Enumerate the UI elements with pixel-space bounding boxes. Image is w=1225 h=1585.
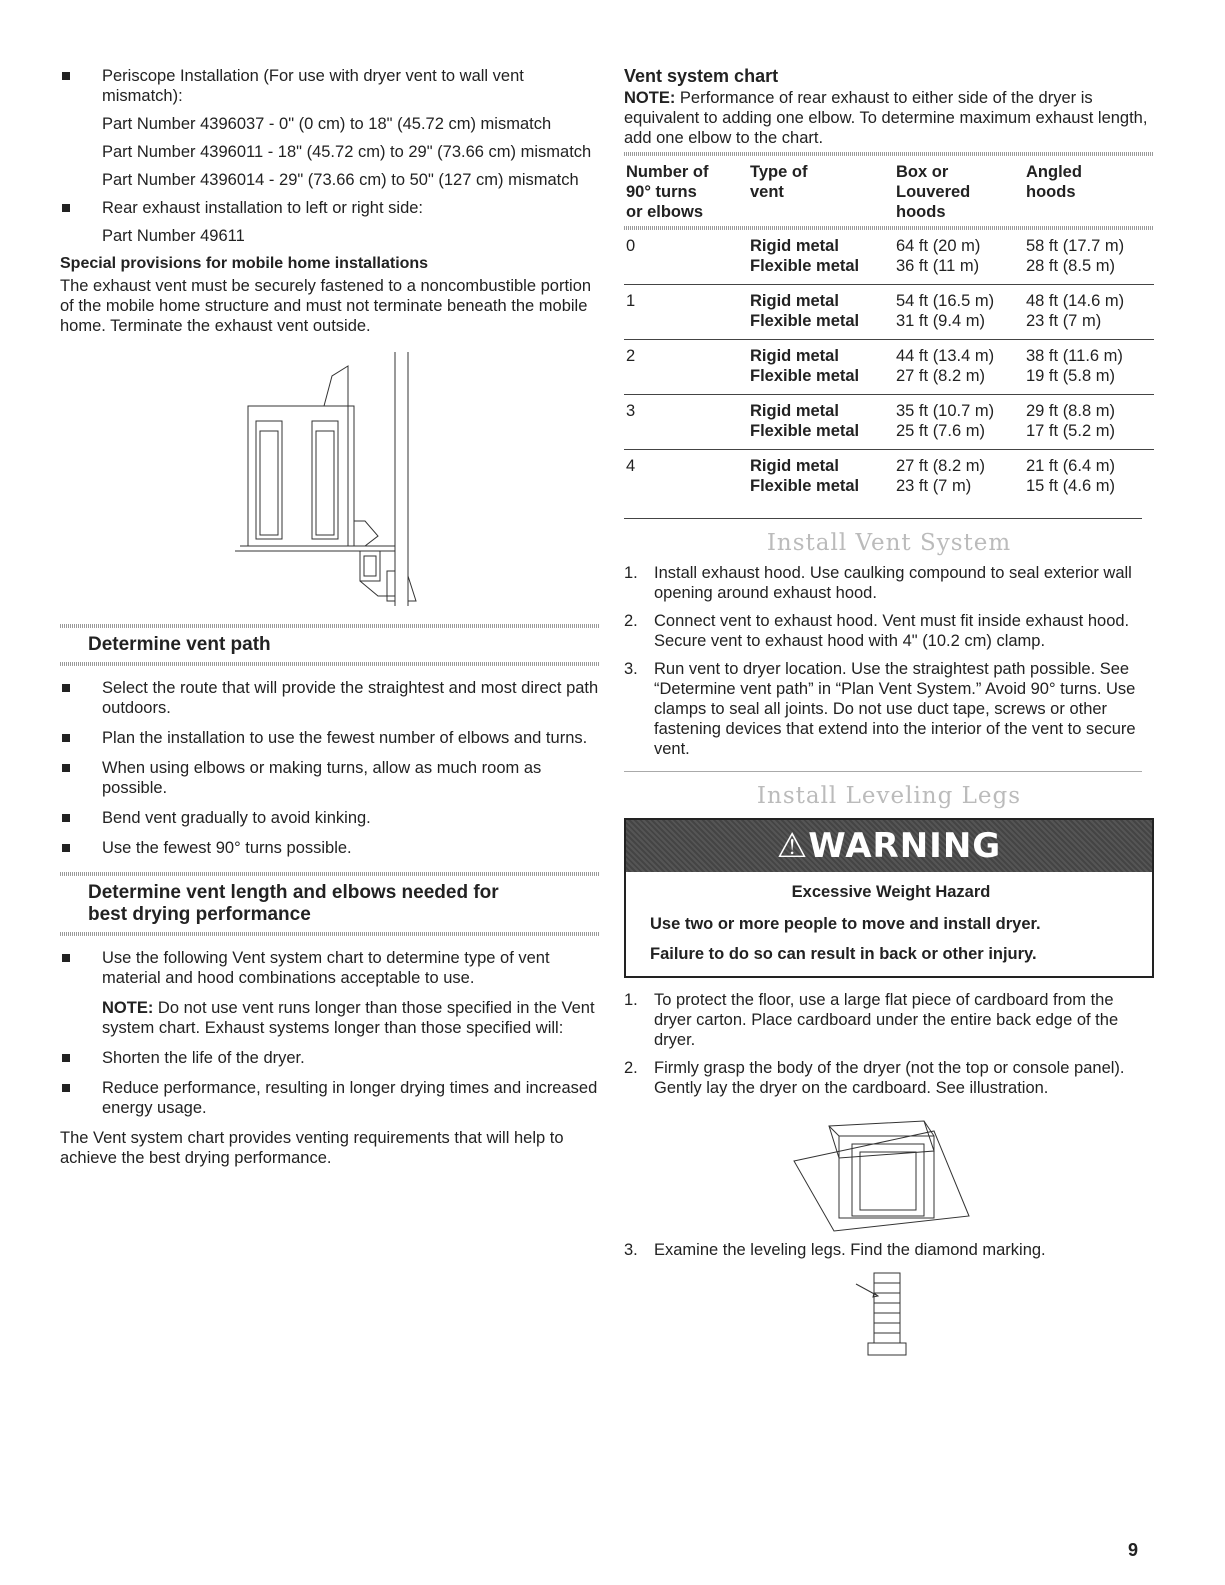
warning-line: Failure to do so can result in back or other injury. [650, 945, 1037, 963]
vent-type-cell: Rigid metal Flexible metal [750, 340, 896, 395]
divider [624, 518, 1142, 519]
note-paragraph [60, 998, 600, 1038]
divider [60, 872, 600, 876]
vent-type-cell: Rigid metal Flexible metal [750, 395, 896, 450]
table-row [624, 285, 1154, 340]
table-row [624, 395, 1154, 450]
table-header-row [624, 158, 1154, 224]
list-item: Reduce performance, resulting in longer drying times and increased energy usage. [30, 1078, 600, 1118]
list-item: 3. Examine the leveling legs. Find the diamond marking. [624, 1241, 1046, 1259]
list-item: 1. To protect the floor, use a large flat piece of cardboard from the dryer carton. Place cardboard under the entire back edge of the dryer. [624, 991, 1119, 1049]
divider [624, 152, 1154, 156]
list-item: 3. Run vent to dryer location. Use the straightest path possible. See “Determine vent path” in “Plan Vent System.” Avoid 90° turns. Use clamps to seal all joints. Do not use duct tape, screws or other fastening devices that extend into the interior of the vent to secure vent. [624, 660, 1136, 758]
table-row [624, 450, 1154, 505]
dryer-cardboard-illustration [624, 1106, 1154, 1236]
list-item: Select the route that will provide the straightest and most direct path outdoors. [60, 678, 600, 718]
list-item: 2. Firmly grasp the body of the dryer (not the top or console panel). Gently lay the dryer on the cardboard. See illustration. [624, 1059, 1125, 1097]
turns-cell: 2 [624, 340, 750, 395]
list-item: Use the following Vent system chart to determine type of vent material and hood combinations acceptable to use. [60, 948, 600, 988]
turns-cell: 1 [624, 285, 750, 340]
closing-paragraph: The Vent system chart provides venting requirements that will help to achieve the best drying performance. [60, 1129, 564, 1167]
turns-cell: 0 [624, 230, 750, 285]
angled-hood-cell: 48 ft (14.6 m) 23 ft (7 m) [1026, 285, 1154, 340]
box-hood-cell: 35 ft (10.7 m) 25 ft (7.6 m) [896, 395, 1026, 450]
page-number: 9 [1128, 1540, 1139, 1560]
box-hood-cell: 27 ft (8.2 m) 23 ft (7 m) [896, 457, 985, 495]
list-item: Use the fewest 90° turns possible. [60, 838, 600, 858]
divider [60, 932, 600, 936]
warning-banner [626, 820, 1152, 872]
warning-box [624, 818, 1154, 978]
header-angled-hoods: Angled hoods [1026, 163, 1082, 201]
install-vent-heading: Install Vent System [766, 530, 1012, 556]
note-label: NOTE: [102, 999, 154, 1017]
warning-label: ⚠WARNING [776, 826, 1002, 866]
header-box-hoods: Box or Louvered hoods [896, 163, 971, 221]
table-row [624, 340, 1154, 395]
part-number: Part Number 4396014 - 29" (73.66 cm) to 50" (127 cm) mismatch [102, 171, 579, 189]
part-number: Part Number 4396011 - 18" (45.72 cm) to 29" (73.66 cm) mismatch [102, 143, 592, 161]
list-item: Plan the installation to use the fewest number of elbows and turns. [60, 728, 600, 748]
section-heading-vent-path: Determine vent path [88, 634, 271, 655]
list-item: Rear exhaust installation to left or right side: [60, 198, 600, 218]
list-item: Periscope Installation (For use with dryer vent to wall vent mismatch): [60, 66, 600, 106]
vent-chart-note [624, 88, 1154, 148]
part-number: Part Number 4396037 - 0" (0 cm) to 18" (45.72 cm) mismatch [102, 115, 552, 133]
list-item: 2. Connect vent to exhaust hood. Vent must fit inside exhaust hood. Secure vent to exhaust hood with 4" (10.2 cm) clamp. [624, 612, 1130, 650]
install-leveling-heading: Install Leveling Legs [756, 783, 1022, 809]
table-row [624, 230, 1154, 285]
part-number: Part Number 49611 [102, 227, 245, 245]
vent-chart-title: Vent system chart [624, 66, 779, 86]
box-hood-cell: 54 ft (16.5 m) 31 ft (9.4 m) [896, 285, 1026, 340]
note-label: NOTE: [624, 89, 676, 107]
header-turns: Number of 90° turns or elbows [626, 163, 709, 221]
warning-body [626, 872, 1152, 976]
turns-cell: 3 [624, 395, 750, 450]
turns-cell: 4 [626, 457, 636, 475]
note-text: Do not use vent runs longer than those specified in the Vent system chart. Exhaust systems longer than those specified will: [102, 999, 595, 1037]
divider [60, 624, 600, 628]
right-column [624, 66, 1154, 1368]
box-hood-cell: 64 ft (20 m) 36 ft (11 m) [896, 230, 1026, 285]
list-item: Bend vent gradually to avoid kinking. [60, 808, 600, 828]
box-hood-cell: 44 ft (13.4 m) 27 ft (8.2 m) [896, 340, 1026, 395]
list-item: When using elbows or making turns, allow as much room as possible. [60, 758, 600, 798]
divider [60, 662, 600, 666]
vent-system-table [624, 158, 1154, 504]
section-heading-vent-length: Determine vent length and elbows needed for best drying performance [88, 882, 499, 925]
left-column [60, 66, 600, 1178]
divider [624, 771, 1142, 772]
list-item: 1. Install exhaust hood. Use caulking compound to seal exterior wall opening around exhaust hood. [624, 564, 1132, 602]
warning-line: Use two or more people to move and install dryer. [650, 915, 1041, 933]
dryer-wall-illustration [60, 346, 600, 616]
list-item: Shorten the life of the dryer. [30, 1048, 600, 1068]
vent-type-cell: Rigid metal Flexible metal [750, 230, 896, 285]
angled-hood-cell: 58 ft (17.7 m) 28 ft (8.5 m) [1026, 230, 1154, 285]
header-vent-type: Type of vent [750, 163, 808, 201]
leveling-leg-illustration [624, 1268, 1154, 1368]
angled-hood-cell: 38 ft (11.6 m) 19 ft (5.8 m) [1026, 340, 1154, 395]
angled-hood-cell: 21 ft (6.4 m) 15 ft (4.6 m) [1026, 457, 1115, 495]
mobile-home-text: The exhaust vent must be securely fastened to a noncombustible portion of the mobile home structure and must not terminate beneath the mobile home. Terminate the exhaust vent outside. [60, 277, 592, 335]
warning-title: Excessive Weight Hazard [791, 883, 991, 901]
vent-type-cell: Rigid metal Flexible metal [750, 457, 860, 495]
mobile-home-heading: Special provisions for mobile home installations [60, 255, 429, 272]
note-text: Performance of rear exhaust to either side of the dryer is equivalent to adding one elbow. To determine maximum exhaust length, add one elbow to the chart. [624, 89, 1148, 147]
vent-type-cell: Rigid metal Flexible metal [750, 285, 896, 340]
angled-hood-cell: 29 ft (8.8 m) 17 ft (5.2 m) [1026, 395, 1154, 450]
